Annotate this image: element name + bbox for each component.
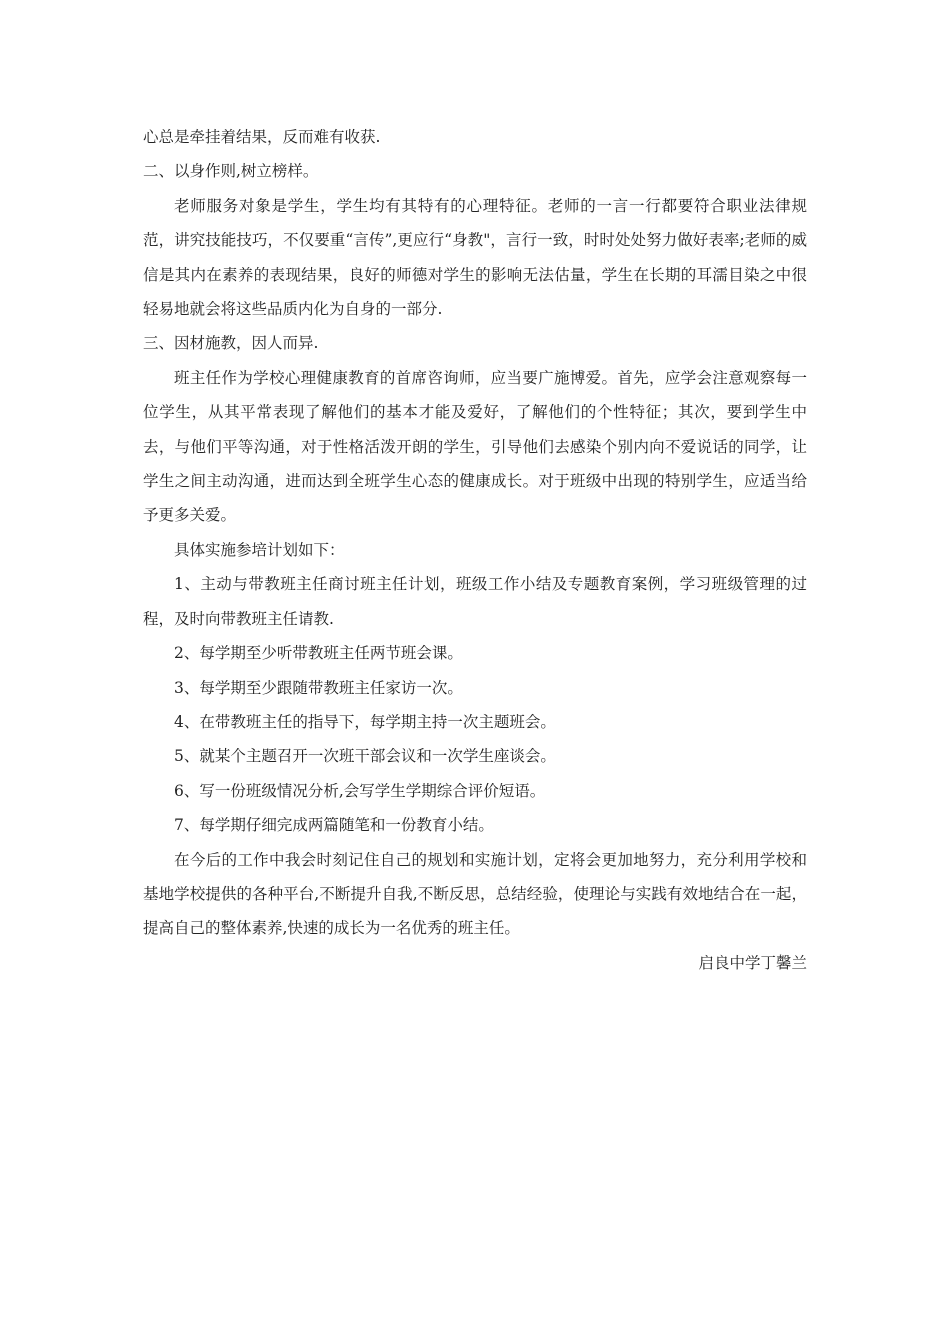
paragraph-conclusion: 在今后的工作中我会时刻记住自己的规划和实施计划，定将会更加地努力，充分利用学校和基地学校提供的各种平台,不断提升自我,不断反思，总结经验，使理论与实践有效地结合在一起，提高自己的整体素养,快速的成长为一名优秀的班主任。 xyxy=(143,850,807,938)
plan-item-6: 6、写一份班级情况分析,会写学生学期综合评价短语。 xyxy=(174,781,546,800)
plan-item-5: 5、就某个主题召开一次班干部会议和一次学生座谈会。 xyxy=(174,747,556,766)
section-heading-3: 三、因材施教，因人而异. xyxy=(143,334,319,353)
paragraph-teaching: 班主任作为学校心理健康教育的首席咨询师，应当要广施博爱。首先，应学会注意观察每一位学生，从其平常表现了解他们的基本才能及爱好，了解他们的个性特征；其次，要到学生中去，与他们平等沟通，对于性格活泼开朗的学生，引导他们去感染个别内向不爱说话的同学，让学生之间主动沟通，进而达到全班学生心态的健康成长。对于班级中出现的特别学生，应适当给予更多关爱。 xyxy=(143,368,807,525)
plan-item-4: 4、在带教班主任的指导下，每学期主持一次主题班会。 xyxy=(174,712,556,731)
plan-item-7: 7、每学期仔细完成两篇随笔和一份教育小结。 xyxy=(174,816,494,835)
document-body xyxy=(143,120,807,980)
paragraph-continuation: 心总是牵挂着结果，反而难有收获. xyxy=(143,128,381,146)
signature: 启良中学丁馨兰 xyxy=(698,953,807,972)
plan-item-3: 3、每学期至少跟随带教班主任家访一次。 xyxy=(174,678,463,697)
section-heading-2: 二、以身作则,树立榜样。 xyxy=(143,162,319,181)
paragraph-role-model: 老师服务对象是学生，学生均有其特有的心理特征。老师的一言一行都要符合职业法律规范，讲究技能技巧，不仅要重“言传”,更应行“身教"，言行一致，时时处处努力做好表率;老师的威信是其内在素养的表现结果，良好的师德对学生的影响无法估量，学生在长期的耳濡目染之中很轻易地就会将这些品质内化为自身的一部分. xyxy=(143,196,807,319)
plan-item-1: 1、主动与带教班主任商讨班主任计划，班级工作小结及专题教育案例，学习班级管理的过程，及时向带教班主任请教. xyxy=(143,575,807,628)
plan-intro: 具体实施参培计划如下： xyxy=(174,540,345,559)
plan-item-2: 2、每学期至少听带教班主任两节班会课。 xyxy=(174,644,463,663)
